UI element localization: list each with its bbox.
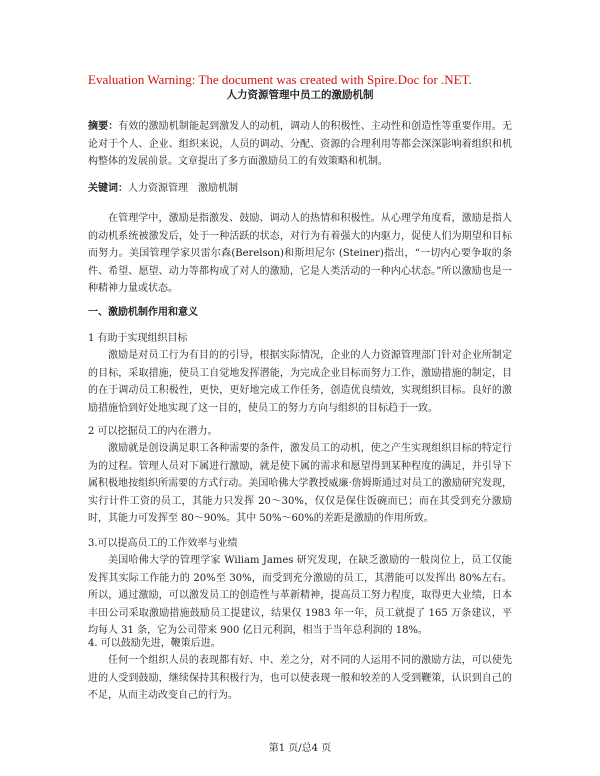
item-4-body: 任何一个组织人员的表现都有好、中、差之分，对不同的人运用不同的激励方法，可以使先进的人受到鼓励，继续保持其积极行为，也可以使表现一般和较差的人受到鞭策，认识到自己的不足，从而主动改变自己的行为。 <box>88 655 512 702</box>
evaluation-warning: Evaluation Warning: The document was created with Spire.Doc for .NET. <box>88 72 472 87</box>
item-1-body: 激励是对员工行为有目的的引导，根据实际情况，企业的人力资源管理部门针对企业所制定的目标，采取措施，使员工自觉地发挥潜能，为完成企业目标而努力工作，激励措施的制定，目的在于调动员工积极性，更快，更好地完成工作任务，创造优良绩效，实现组织目标。良好的激励措施恰到好处地实现了这一目的，使员工的努力方向与组织的目标趋于一致。 <box>88 350 512 414</box>
item-1-title: 1 有助于实现组织目标 <box>88 333 188 344</box>
item-2-title: 2 可以挖掘员工的内在潜力。 <box>88 426 218 437</box>
item-4-title: 4. 可以鼓励先进，鞭策后进。 <box>88 638 221 649</box>
keywords-text: 人力资源管理 激励机制 <box>128 183 238 194</box>
section-heading: 一、激励机制作用和意义 <box>88 307 198 318</box>
document-title: 人力资源管理中员工的激励机制 <box>226 89 374 101</box>
item-3-title: 3.可以提高员工的工作效率与业绩 <box>88 538 238 549</box>
abstract-label: 摘要： <box>88 121 119 132</box>
item-2-body: 激励就是创设满足职工各种需要的条件，激发员工的动机，使之产生实现组织目标的特定行为的过程。管理人员对下属进行激励，就是使下属的需求和愿望得到某种程度的满足，并引导下属积极地按组织所需要的方式行动。美国哈佛大学教授威廉·詹姆斯通过对员工的激励研究发现，实行计件工资的员工，其能力只发挥 20～30%，仅仅是保住饭碗而已；而在其受到充分激励时，其能力可发挥至 80～90%。其中 50%～60%的差距是激励的作用所致。 <box>88 443 512 525</box>
intro-paragraph: 在管理学中，激励是指激发、鼓励、调动人的热情和积极性。从心理学角度看，激励是指人的动机系统被激发后，处于一种活跃的状态，对行为有着强大的内驱力，促使人们为期望和目标而努力。美国管理学家贝雷尔森(Berelson)和斯坦尼尔 (Steiner)指出，“一切内心要争取的条件、希望、愿望、动力等都构成了对人的激励，它是人类活动的一种内心状态。”所以激励也是一种精神力量或状态。 <box>88 213 512 295</box>
abstract-text: 有效的激励机制能起到激发人的动机，调动人的积极性、主动性和创造性等重要作用。无论对于个人、企业、组织来说，人员的调动、分配、资源的合理利用等都会深深影响着组织和机构整体的发展前景。文章提出了多方面激励员工的有效策略和机制。 <box>88 121 513 168</box>
keywords-label: 关键词： <box>88 183 128 194</box>
keywords-paragraph <box>88 180 512 198</box>
abstract-paragraph <box>88 118 512 171</box>
page-number-footer: 第1 页/总4 页 <box>268 743 332 754</box>
item-3-body: 美国哈佛大学的管理学家 Wiliam James 研究发现，在缺乏激励的一般岗位上，员工仅能发挥其实际工作能力的 20%至 30%，而受到充分激励的员工，其潜能可以发挥出 80%左右。所以，通过激励，可以激发员工的创造性与革新精神，提高员工努力程度，取得更大业绩，日本丰田公司采取激励措施鼓励员工提建议，结果仅 1983 年一年，员工就提了 165 万条建议，平均每人 31 条，它为公司带来 900 亿日元利润，相当于当年总利润的 18%。 <box>88 555 512 637</box>
